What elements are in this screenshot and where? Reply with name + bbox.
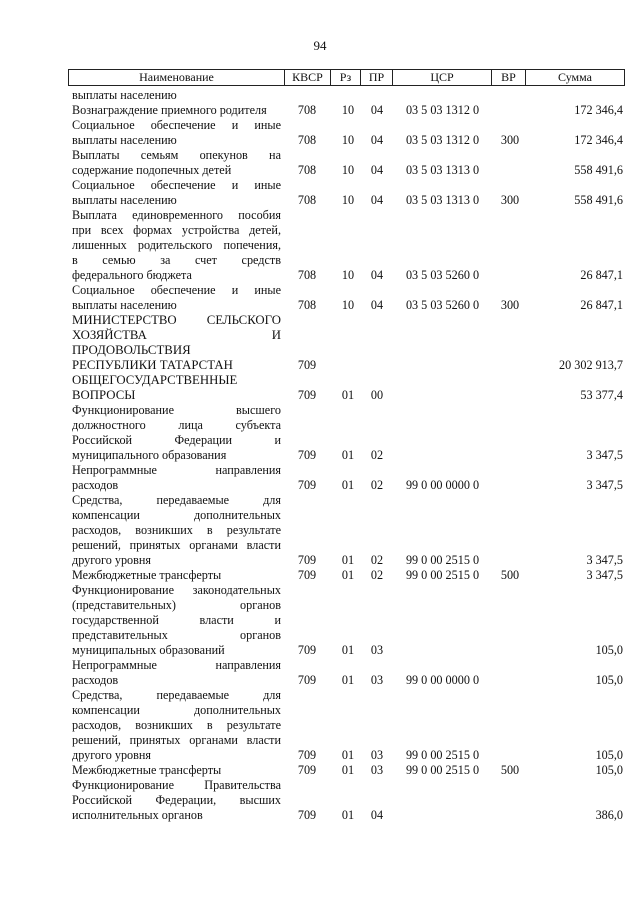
- table-header: [68, 69, 625, 86]
- table-row: [0, 403, 640, 463]
- table-row: [0, 283, 640, 313]
- cell-csr: [396, 448, 489, 463]
- table-row: [0, 493, 640, 568]
- cell-rz: 01: [341, 553, 355, 567]
- cell-kvsr: 709: [297, 673, 317, 687]
- cell-rz: 10: [341, 268, 355, 282]
- cell-kvsr: 709: [297, 808, 317, 822]
- cell-kvsr: 708: [297, 133, 317, 147]
- cell-kvsr: [287, 88, 327, 103]
- cell-pr: 04: [370, 103, 384, 117]
- cell-rz: 01: [341, 673, 355, 687]
- row-name-line: расходов, возникших в результате: [72, 523, 281, 537]
- table-row: [0, 88, 640, 103]
- cell-pr: 02: [370, 568, 384, 582]
- cell-sum: 105,0: [595, 643, 623, 657]
- row-name-line: Социальное обеспечение и иные: [72, 283, 281, 297]
- row-name-line: решений, принятых органами власти: [72, 538, 281, 552]
- row-name: [72, 103, 281, 118]
- cell-pr: 04: [370, 193, 384, 207]
- table-row: [0, 148, 640, 178]
- row-name-line: исполнительных органов: [72, 808, 203, 822]
- table-row: [0, 103, 640, 118]
- cell-sum: 105,0: [595, 673, 623, 687]
- row-name-line: лишенных родительского попечения,: [72, 238, 281, 252]
- table-row: [0, 118, 640, 148]
- cell-pr: 03: [370, 673, 384, 687]
- table-row: [0, 778, 640, 823]
- cell-rz: 01: [341, 478, 355, 492]
- cell-kvsr: 709: [297, 763, 317, 777]
- header-sum: Сумма: [558, 70, 592, 84]
- row-name-line: расходов, возникших в результате: [72, 718, 281, 732]
- row-name-line: при всех формах устройства детей,: [72, 223, 281, 237]
- row-name-line: ХОЗЯЙСТВА И: [72, 328, 281, 342]
- cell-rz: 01: [341, 388, 355, 402]
- cell-sum: 20 302 913,7: [559, 358, 623, 372]
- cell-csr: 03 5 03 1312 0: [405, 133, 480, 147]
- cell-csr: 99 0 00 2515 0: [405, 568, 480, 582]
- table-row: [0, 208, 640, 283]
- row-name-line: должностного лица субъекта: [72, 418, 281, 432]
- row-name-line: компенсации дополнительных: [72, 508, 281, 522]
- row-name: [72, 658, 281, 688]
- cell-pr: 03: [370, 763, 384, 777]
- cell-pr: 00: [370, 388, 384, 402]
- row-name-line: Функционирование высшего: [72, 403, 281, 417]
- header-vr: ВР: [501, 70, 516, 84]
- cell-rz: 01: [341, 643, 355, 657]
- cell-rz: 01: [341, 448, 355, 462]
- table-row: [0, 313, 640, 373]
- cell-sum: 558 491,6: [574, 193, 623, 207]
- cell-pr: 04: [370, 268, 384, 282]
- row-name-line: Средства, передаваемые для: [72, 493, 281, 507]
- row-name-line: Функционирование Правительства: [72, 778, 281, 792]
- cell-kvsr: 709: [297, 478, 317, 492]
- cell-csr: 99 0 00 2515 0: [405, 553, 480, 567]
- row-name-line: Функционирование законодательных: [72, 583, 281, 597]
- row-name-line: Социальное обеспечение и иные: [72, 118, 281, 132]
- row-name-line: содержание подопечных детей: [72, 163, 232, 177]
- row-name: [72, 403, 281, 463]
- cell-vr: [493, 88, 527, 103]
- cell-kvsr: 708: [297, 103, 317, 117]
- row-name: [72, 763, 281, 778]
- cell-csr: 03 5 03 1312 0: [405, 103, 480, 117]
- cell-vr: 300: [500, 193, 520, 207]
- cell-vr: [493, 448, 527, 463]
- row-name: [72, 583, 281, 658]
- header-name: Наименование: [139, 70, 214, 84]
- row-name-line: Выплата единовременного пособия: [72, 208, 281, 222]
- cell-csr: [396, 643, 489, 658]
- cell-kvsr: 708: [297, 298, 317, 312]
- row-name: [72, 493, 281, 568]
- cell-sum: 3 347,5: [586, 448, 623, 462]
- cell-pr: 02: [370, 448, 384, 462]
- cell-csr: 03 5 03 5260 0: [405, 268, 480, 282]
- row-name-line: другого уровня: [72, 553, 152, 567]
- row-name-line: Межбюджетные трансферты: [72, 568, 222, 582]
- cell-csr: 03 5 03 1313 0: [405, 163, 480, 177]
- cell-csr: [396, 808, 489, 823]
- cell-sum: 386,0: [595, 808, 623, 822]
- cell-vr: 300: [500, 133, 520, 147]
- cell-kvsr: 709: [297, 388, 317, 402]
- page-number: 94: [313, 38, 327, 53]
- row-name-line: Средства, передаваемые для: [72, 688, 281, 702]
- cell-kvsr: 709: [297, 568, 317, 582]
- row-name-line: (представительных) органов: [72, 598, 281, 612]
- cell-pr: 04: [370, 133, 384, 147]
- row-name: [72, 313, 281, 373]
- row-name: [72, 688, 281, 763]
- row-name-line: ВОПРОСЫ: [72, 388, 136, 402]
- row-name: [72, 118, 281, 148]
- table-row: [0, 178, 640, 208]
- table-row: [0, 373, 640, 403]
- row-name: [72, 568, 281, 583]
- row-name-line: компенсации дополнительных: [72, 703, 281, 717]
- row-name: [72, 208, 281, 283]
- row-name-line: выплаты населению: [72, 133, 177, 147]
- cell-vr: [493, 388, 527, 403]
- row-name-line: выплаты населению: [72, 88, 177, 102]
- row-name-line: Непрограммные направления: [72, 658, 281, 672]
- row-name: [72, 463, 281, 493]
- cell-pr: 02: [370, 553, 384, 567]
- cell-sum: 3 347,5: [586, 478, 623, 492]
- row-name-line: государственной власти и: [72, 613, 281, 627]
- cell-csr: 99 0 00 0000 0: [405, 673, 480, 687]
- cell-vr: [493, 478, 527, 493]
- cell-rz: 10: [341, 163, 355, 177]
- cell-vr: 500: [500, 763, 520, 777]
- cell-rz: 01: [341, 763, 355, 777]
- cell-vr: [493, 163, 527, 178]
- row-name-line: Российской Федерации, высших: [72, 793, 281, 807]
- cell-vr: [493, 643, 527, 658]
- row-name: [72, 778, 281, 823]
- cell-sum: 26 847,1: [580, 298, 623, 312]
- cell-sum: [530, 88, 623, 103]
- cell-csr: 99 0 00 0000 0: [405, 478, 480, 492]
- row-name-line: муниципального образования: [72, 448, 227, 462]
- cell-sum: 558 491,6: [574, 163, 623, 177]
- cell-pr: 02: [370, 478, 384, 492]
- row-name: [72, 178, 281, 208]
- cell-rz: 01: [341, 568, 355, 582]
- cell-sum: 172 346,4: [574, 133, 623, 147]
- row-name-line: расходов: [72, 673, 119, 687]
- cell-sum: 105,0: [595, 748, 623, 762]
- header-kvsr: КВСР: [292, 70, 323, 84]
- cell-pr: 03: [370, 748, 384, 762]
- row-name-line: представительных органов: [72, 628, 281, 642]
- cell-sum: 3 347,5: [586, 553, 623, 567]
- cell-sum: 172 346,4: [574, 103, 623, 117]
- cell-vr: [493, 808, 527, 823]
- row-name-line: РЕСПУБЛИКИ ТАТАРСТАН: [72, 358, 233, 372]
- cell-vr: [493, 748, 527, 763]
- row-name-line: выплаты населению: [72, 298, 177, 312]
- cell-pr: 04: [370, 298, 384, 312]
- cell-rz: 10: [341, 298, 355, 312]
- cell-kvsr: 708: [297, 268, 317, 282]
- header-pr: ПР: [368, 70, 385, 84]
- row-name-line: расходов: [72, 478, 119, 492]
- row-name-line: Выплаты семьям опекунов на: [72, 148, 281, 162]
- cell-csr: 99 0 00 2515 0: [405, 763, 480, 777]
- cell-pr: 03: [370, 643, 384, 657]
- row-name-line: Непрограммные направления: [72, 463, 281, 477]
- cell-vr: [493, 553, 527, 568]
- cell-sum: 26 847,1: [580, 268, 623, 282]
- row-name: [72, 373, 281, 403]
- cell-pr: [362, 358, 392, 373]
- cell-sum: 53 377,4: [580, 388, 623, 402]
- header-divider: [624, 69, 625, 86]
- cell-kvsr: 709: [297, 448, 317, 462]
- row-name-line: Российской Федерации и: [72, 433, 281, 447]
- row-name-line: федерального бюджета: [72, 268, 192, 282]
- row-name-line: Вознаграждение приемного родителя: [72, 103, 267, 117]
- cell-pr: [362, 88, 392, 103]
- header-csr: ЦСР: [430, 70, 454, 84]
- cell-csr: 99 0 00 2515 0: [405, 748, 480, 762]
- cell-rz: 10: [341, 103, 355, 117]
- cell-rz: 01: [341, 748, 355, 762]
- row-name: [72, 283, 281, 313]
- table-row: [0, 763, 640, 778]
- cell-pr: 04: [370, 808, 384, 822]
- cell-kvsr: 709: [297, 643, 317, 657]
- row-name-line: ПРОДОВОЛЬСТВИЯ: [72, 343, 191, 357]
- row-name-line: решений, принятых органами власти: [72, 733, 281, 747]
- cell-csr: 03 5 03 1313 0: [405, 193, 480, 207]
- row-name: [72, 148, 281, 178]
- row-name-line: ОБЩЕГОСУДАРСТВЕННЫЕ: [72, 373, 238, 387]
- row-name-line: муниципальных образований: [72, 643, 225, 657]
- cell-rz: [333, 88, 363, 103]
- cell-rz: 01: [341, 808, 355, 822]
- table-row: [0, 688, 640, 763]
- cell-vr: [493, 103, 527, 118]
- row-name-line: Межбюджетные трансферты: [72, 763, 222, 777]
- cell-csr: 03 5 03 5260 0: [405, 298, 480, 312]
- cell-kvsr: 709: [297, 358, 317, 372]
- cell-csr: [396, 388, 489, 403]
- row-name-line: МИНИСТЕРСТВО СЕЛЬСКОГО: [72, 313, 281, 327]
- cell-sum: 105,0: [595, 763, 623, 777]
- table-row: [0, 463, 640, 493]
- row-name-line: Социальное обеспечение и иные: [72, 178, 281, 192]
- cell-rz: 10: [341, 193, 355, 207]
- cell-kvsr: 709: [297, 748, 317, 762]
- cell-pr: 04: [370, 163, 384, 177]
- cell-vr: 300: [500, 298, 520, 312]
- cell-kvsr: 709: [297, 553, 317, 567]
- cell-rz: 10: [341, 133, 355, 147]
- header-rz: Рз: [339, 70, 352, 84]
- table-row: [0, 583, 640, 658]
- row-name: [72, 88, 281, 103]
- cell-kvsr: 708: [297, 163, 317, 177]
- cell-kvsr: 708: [297, 193, 317, 207]
- row-name-line: в семью за счет средств: [72, 253, 281, 267]
- table-row: [0, 568, 640, 583]
- cell-csr: [396, 358, 489, 373]
- cell-vr: [493, 268, 527, 283]
- table-row: [0, 658, 640, 688]
- cell-csr: [396, 88, 489, 103]
- cell-vr: [493, 358, 527, 373]
- cell-rz: [333, 358, 363, 373]
- cell-sum: 3 347,5: [586, 568, 623, 582]
- cell-vr: 500: [500, 568, 520, 582]
- row-name-line: другого уровня: [72, 748, 152, 762]
- cell-vr: [493, 673, 527, 688]
- row-name-line: выплаты населению: [72, 193, 177, 207]
